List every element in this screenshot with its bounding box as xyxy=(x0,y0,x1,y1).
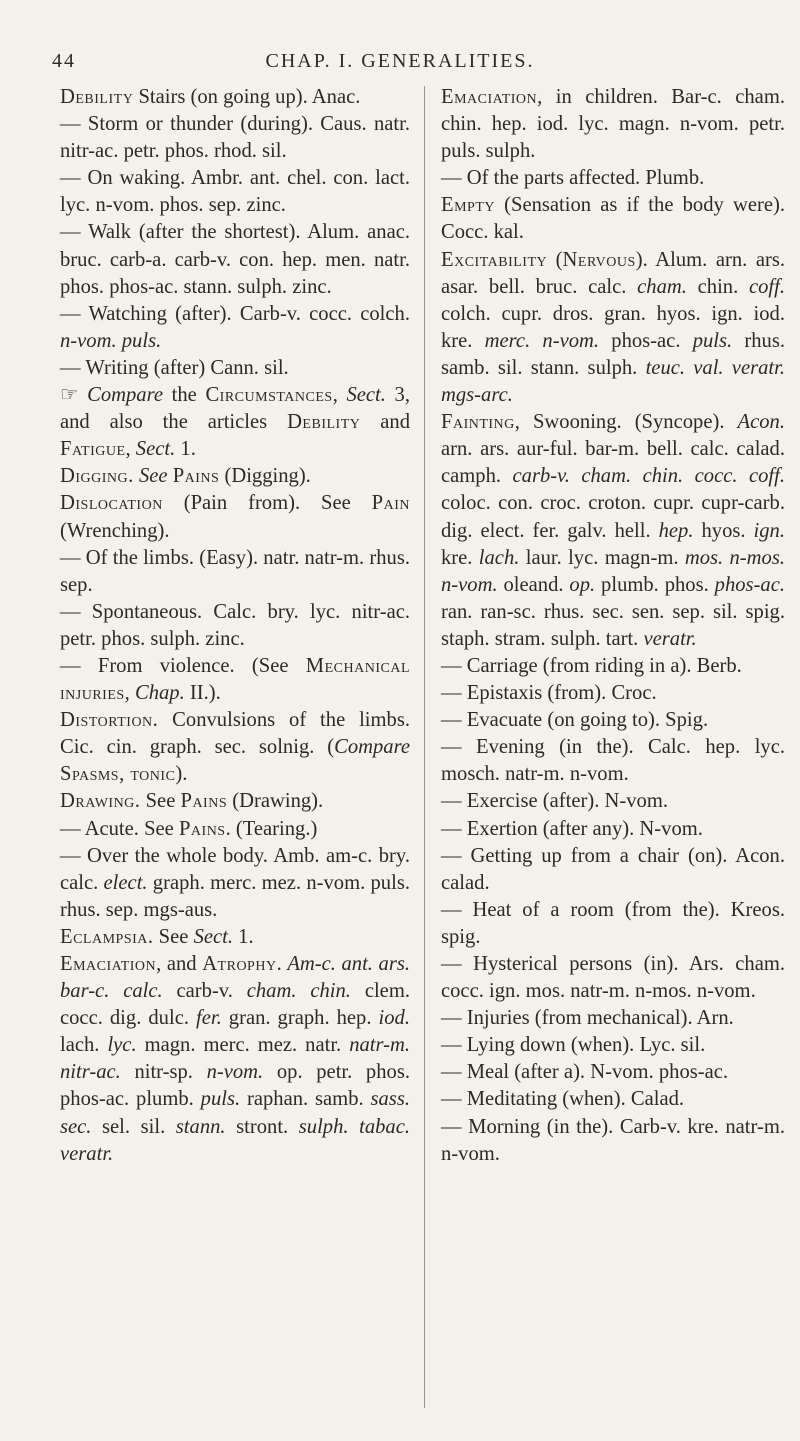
entry-text: op. xyxy=(569,573,596,596)
index-entry xyxy=(60,788,410,815)
entry-text: ran. ran-sc. rhus. sec. sen. sep. sil. spig. staph. stram. sulph. tart. xyxy=(441,600,785,650)
entry-text: puls. xyxy=(692,329,733,352)
index-entry xyxy=(441,1086,785,1113)
index-entry xyxy=(60,382,410,463)
entry-text: hep. xyxy=(658,519,694,542)
index-entry xyxy=(60,355,410,382)
entry-text: coloc. con. croc. croton. cupr. cupr-carb. dig. elect. fer. galv. hell. xyxy=(441,492,785,542)
entry-text: Excitability xyxy=(441,248,548,271)
entry-text: lach. xyxy=(60,1034,108,1057)
entry-text: the xyxy=(163,384,206,407)
entry-text: phos-ac. xyxy=(599,329,693,352)
entry-text: Digging. xyxy=(60,465,134,488)
entry-text: Spasms, tonic xyxy=(60,763,176,786)
index-entry xyxy=(60,219,410,300)
entry-text: Fainting xyxy=(441,411,515,434)
entry-text: merc. n-vom. xyxy=(484,329,600,352)
entry-text: iod. xyxy=(378,1007,410,1030)
index-entry xyxy=(441,1114,785,1168)
entry-text: — Carriage (from riding in a). Berb. xyxy=(441,654,742,677)
entry-text: — Of the parts affected. Plumb. xyxy=(441,167,705,190)
entry-text: . xyxy=(276,953,288,975)
entry-text: graph. merc. mez. n-vom. puls. rhus. sep. mgs-aus. xyxy=(60,871,410,921)
entry-text: Mechanical injuries xyxy=(60,654,410,705)
entry-text: teuc. val. veratr. mgs-arc. xyxy=(441,356,786,407)
entry-text: sulph. tabac. veratr. xyxy=(60,1115,411,1165)
index-entry xyxy=(441,951,785,1005)
entry-text: Chap. xyxy=(134,682,185,705)
entry-text: Acon. xyxy=(737,411,785,434)
entry-text: — Spontaneous. Calc. bry. lyc. nitr-ac. petr. phos. sulph. zinc. xyxy=(60,600,410,650)
entry-text: — Meditating (when). Calad. xyxy=(441,1088,685,1111)
entry-text: cham. chin. xyxy=(246,980,351,1003)
entry-text: n-vom. puls. xyxy=(60,329,162,352)
entry-text: — Evening (in the). Calc. hep. lyc. mosch. natr-m. n-vom. xyxy=(441,736,785,786)
index-entry xyxy=(441,409,785,653)
entry-text: . (Tearing.) xyxy=(225,817,318,840)
entry-text: Debility xyxy=(287,411,361,434)
index-entry xyxy=(441,734,785,788)
index-entry xyxy=(441,84,785,165)
index-entry xyxy=(441,1032,785,1059)
entry-text: See xyxy=(140,790,181,813)
entry-text: — Epistaxis (from). Croc. xyxy=(441,682,657,705)
entry-text: Circumstances xyxy=(205,384,333,407)
entry-text: — Meal (after a). N-vom. phos-ac. xyxy=(441,1061,729,1084)
entry-text: fer. xyxy=(196,1007,222,1030)
entry-text: (Wrenching). xyxy=(60,519,170,542)
entry-text: n-vom. xyxy=(206,1061,264,1084)
entry-text: rhus. samb. sil. stann. sulph. xyxy=(441,329,786,379)
entry-text: — Writing (after) Cann. sil. xyxy=(60,356,289,379)
entry-text: stann. xyxy=(175,1115,226,1138)
entry-text: — Lying down (when). Lyc. sil. xyxy=(441,1034,706,1057)
entry-text: , Swooning. (Syncope). xyxy=(514,411,738,434)
entry-text: puls. xyxy=(200,1088,241,1111)
entry-text: ). Alum. arn. ars. asar. bell. bruc. calc. xyxy=(441,248,785,298)
entry-text: — From violence. (See xyxy=(60,654,306,677)
index-entry xyxy=(441,816,785,843)
entry-text: (Sensation as if the body were). Cocc. kal. xyxy=(441,194,785,244)
entry-text: Fatigue xyxy=(60,438,126,461)
entry-text: — Morning (in the). Carb-v. kre. natr-m. n-vom. xyxy=(441,1115,785,1165)
index-entry xyxy=(60,707,410,788)
entry-text: — Storm or thunder (during). Caus. natr. nitr-ac. petr. phos. rhod. sil. xyxy=(60,113,410,163)
index-entry xyxy=(441,1005,785,1032)
page-number: 44 xyxy=(52,50,76,72)
index-entry xyxy=(441,653,785,680)
entry-text: raphan. samb. xyxy=(240,1088,371,1111)
entry-text: kre. xyxy=(441,546,479,569)
entry-text: laur. lyc. magn-m. xyxy=(519,546,685,569)
entry-text: plumb. phos. xyxy=(595,573,715,596)
index-entry xyxy=(60,490,410,544)
entry-text: and xyxy=(360,411,410,434)
entry-text: — Getting up from a chair (on). Acon. calad. xyxy=(441,844,785,894)
index-entry xyxy=(441,897,785,951)
entry-text: Sect. xyxy=(346,384,386,407)
entry-text: phos-ac. xyxy=(714,573,785,596)
entry-text: — Over the whole body. Amb. am-c. bry. calc. xyxy=(60,844,410,894)
entry-text: mos. n-mos. n-vom. xyxy=(441,546,785,596)
entry-text: , in children. Bar-c. cham. chin. hep. iod. lyc. magn. n-vom. petr. puls. sulph. xyxy=(441,86,785,163)
entry-text: — On waking. Ambr. ant. chel. con. lact. lyc. n-vom. phos. sep. zinc. xyxy=(60,167,410,217)
index-entry xyxy=(441,165,785,192)
entry-text: natr-m. nitr-ac. xyxy=(60,1034,410,1084)
entry-text: lyc. xyxy=(107,1034,137,1057)
entry-text: Debility xyxy=(60,86,134,108)
entry-text: veratr. xyxy=(643,627,697,650)
entry-text: Stairs (on going up). Anac. xyxy=(133,86,361,108)
index-entry xyxy=(60,816,410,843)
index-entry xyxy=(60,165,410,219)
entry-text: nitr-sp. xyxy=(120,1061,207,1084)
entry-text: , xyxy=(332,384,347,407)
entry-text: carb-v. cham. chin. cocc. coff. xyxy=(512,465,785,488)
entry-text: — Exertion (after any). N-vom. xyxy=(441,817,703,840)
entry-text: — Injuries (from mechanical). Arn. xyxy=(441,1007,734,1030)
entry-text: magn. merc. mez. natr. xyxy=(136,1034,350,1057)
entry-text: — Watching (after). Carb-v. cocc. colch. xyxy=(60,302,410,325)
entry-text: See xyxy=(138,465,168,488)
index-entry xyxy=(60,301,410,355)
entry-text: Pains xyxy=(180,790,228,813)
entry-text: 1. xyxy=(175,438,196,461)
page-header xyxy=(40,50,760,76)
index-entry xyxy=(441,843,785,897)
entry-text: ☞ xyxy=(60,384,88,407)
right-column xyxy=(441,84,785,1168)
entry-text: , and xyxy=(156,953,203,975)
entry-text: — Walk (after the shortest). Alum. anac. bruc. carb-a. carb-v. con. hep. men. natr. phos. phos-ac. stann. sulph. zinc. xyxy=(60,221,410,298)
index-entry xyxy=(441,788,785,815)
entry-text: Convulsions of the limbs. Cic. cin. graph. sec. solnig. ( xyxy=(60,709,410,759)
running-head: CHAP. I. GENERALITIES. xyxy=(265,50,535,72)
entry-text: — Acute. See xyxy=(60,817,179,840)
entry-text: (Digging). xyxy=(219,465,311,488)
index-entry xyxy=(60,599,410,653)
entry-text: elect. xyxy=(103,871,148,894)
entry-text: — Exercise (after). N-vom. xyxy=(441,790,669,813)
index-entry xyxy=(441,707,785,734)
entry-text: Sect. xyxy=(135,438,176,461)
index-entry xyxy=(60,463,410,490)
entry-text: Distortion. xyxy=(60,709,159,732)
index-entry xyxy=(60,924,410,951)
entry-text: Emaciation xyxy=(441,86,538,108)
entry-text: oleand. xyxy=(497,573,570,596)
entry-text: lach. xyxy=(478,546,520,569)
entry-text: colch. cupr. dros. gran. hyos. ign. iod. kre. xyxy=(441,302,785,352)
entry-text: sass. sec. xyxy=(60,1088,410,1138)
index-entry xyxy=(60,545,410,599)
column-divider xyxy=(424,86,425,1408)
entry-text: ( xyxy=(547,248,563,271)
entry-text: — Of the limbs. (Easy). natr. natr-m. rhus. sep. xyxy=(60,546,410,596)
entry-text: Sect. xyxy=(193,925,234,948)
entry-text: Compare xyxy=(334,736,410,759)
entry-text: arn. ars. aur-ful. bar-m. bell. calc. calad. camph. xyxy=(441,438,785,488)
entry-text: Atrophy xyxy=(202,953,277,975)
index-entry xyxy=(441,1059,785,1086)
entry-text: (Pain from). See xyxy=(162,492,372,515)
entry-text: carb-v. xyxy=(162,980,247,1003)
entry-text: , xyxy=(124,682,135,705)
entry-text: Empty xyxy=(441,194,495,217)
entry-text: Emaciation xyxy=(60,953,157,975)
index-entry xyxy=(441,192,785,246)
entry-text: Drawing. xyxy=(60,790,141,813)
entry-text: hyos. xyxy=(693,519,754,542)
entry-text: Am-c. ant. ars. bar-c. calc. xyxy=(60,953,411,1003)
entry-text: 3, and also the articles xyxy=(60,384,410,434)
entry-text: gran. graph. hep. xyxy=(221,1007,379,1030)
index-entry xyxy=(441,247,785,410)
entry-text: Pains xyxy=(178,817,226,840)
entry-text: Compare xyxy=(87,384,163,407)
index-entry xyxy=(60,653,410,707)
entry-text: op. petr. phos. phos-ac. plumb. xyxy=(60,1061,410,1111)
entry-text: sel. sil. xyxy=(91,1115,176,1138)
entry-text: coff. xyxy=(748,275,785,298)
index-entry xyxy=(441,680,785,707)
entry-text: Pains xyxy=(172,465,220,488)
entry-text: II.). xyxy=(184,682,221,705)
entry-text: cham. xyxy=(637,275,687,298)
entry-text: ). xyxy=(175,763,188,786)
left-column xyxy=(60,84,410,1168)
index-entry xyxy=(60,843,410,924)
entry-text: stront. xyxy=(225,1115,299,1138)
entry-text: ign. xyxy=(753,519,785,542)
entry-text: — Evacuate (on going to). Spig. xyxy=(441,709,709,732)
index-entry xyxy=(60,84,410,111)
entry-text: , xyxy=(125,438,136,461)
entry-text: See xyxy=(153,925,194,948)
entry-text: Dislocation xyxy=(60,492,163,515)
entry-text: Nervous xyxy=(562,248,636,271)
entry-text: (Drawing). xyxy=(227,790,324,813)
index-entry xyxy=(60,951,410,1168)
entry-text: 1. xyxy=(233,925,254,948)
entry-text: chin. xyxy=(686,275,749,298)
index-entry xyxy=(60,111,410,165)
entry-text: clem. cocc. dig. dulc. xyxy=(60,980,410,1030)
entry-text: Eclampsia. xyxy=(60,925,154,948)
entry-text: — Heat of a room (from the). Kreos. spig. xyxy=(441,898,785,948)
entry-text: — Hysterical persons (in). Ars. cham. cocc. ign. mos. natr-m. n-mos. n-vom. xyxy=(441,953,785,1003)
entry-text: Pain xyxy=(371,492,410,515)
